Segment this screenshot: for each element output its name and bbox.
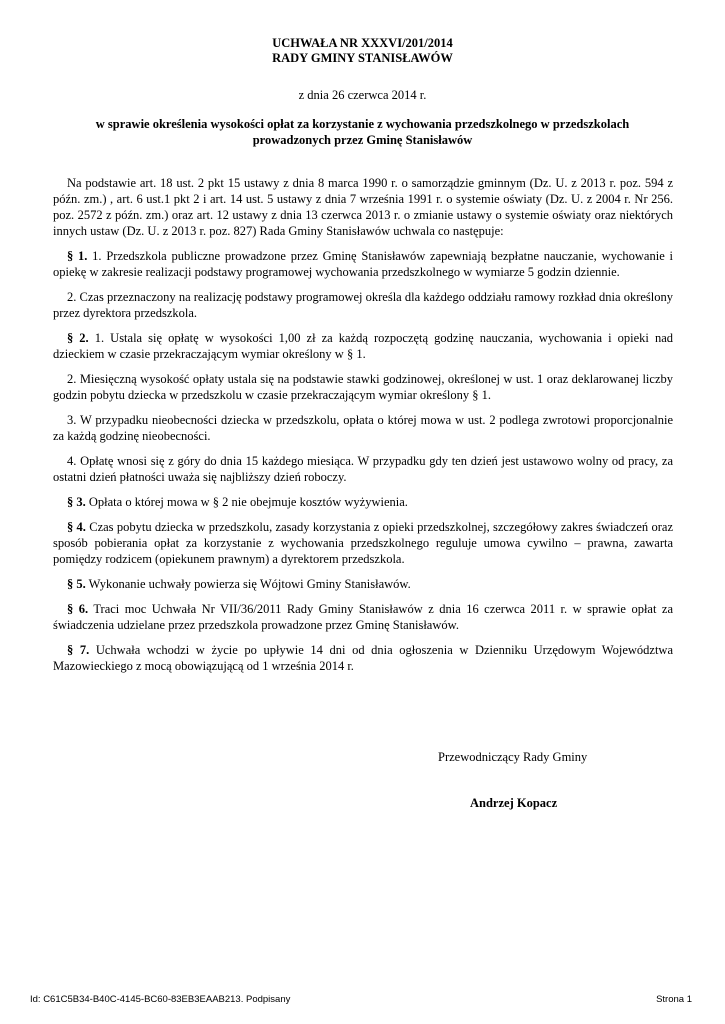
section-label: § 1. bbox=[67, 249, 88, 263]
signatory-name: Andrzej Kopacz bbox=[470, 796, 558, 810]
page-number: Strona 1 bbox=[656, 994, 692, 1005]
paragraph-text: Wykonanie uchwały powierza się Wójtowi Gminy Stanisławów. bbox=[85, 577, 411, 591]
resolution-date: z dnia 26 czerwca 2014 r. bbox=[298, 88, 427, 102]
paragraph-2-2 bbox=[53, 371, 673, 403]
paragraph-4 bbox=[53, 519, 673, 567]
section-label: § 7. bbox=[67, 643, 90, 657]
paragraph-6 bbox=[53, 601, 673, 633]
paragraph-1-2 bbox=[53, 289, 673, 321]
signatory-title: Przewodniczący Rady Gminy bbox=[438, 750, 588, 764]
section-label: § 6. bbox=[67, 602, 89, 616]
section-label: § 4. bbox=[67, 520, 86, 534]
paragraph-2-4 bbox=[53, 453, 673, 485]
document-title bbox=[0, 36, 725, 66]
resolution-body bbox=[53, 175, 673, 683]
paragraph-text: Traci moc Uchwała Nr VII/36/2011 Rady Gminy Stanisławów z dnia 16 czerwca 2011 r. w sprawie opłat za świadczenia udzielane przez przedszkola prowadzone przez Gminę Stanisławów. bbox=[53, 602, 674, 632]
resolution-number: UCHWAŁA NR XXXVI/201/2014 bbox=[272, 36, 453, 50]
document-id-footer: Id: C61C5B34-B40C-4145-BC60-83EB3EAAB213. Podpisany bbox=[30, 994, 291, 1005]
paragraph-text: 1. Przedszkola publiczne prowadzone przez Gminę Stanisławów zapewniają bezpłatne nauczanie, wychowanie i opiekę w zakresie realizacji podstawy programowej wychowania przedszkolnego w wymiarze 5 godzin dziennie. bbox=[53, 249, 673, 279]
paragraph-text: 1. Ustala się opłatę w wysokości 1,00 zł za każdą rozpoczętą godzinę nauczania, wychowania i opieki nad dzieckiem w czasie przekraczającym wymiar określony w § 1. bbox=[53, 331, 673, 361]
paragraph-text: 3. W przypadku nieobecności dziecka w przedszkolu, opłata o której mowa w ust. 2 podlega zwrotowi proporcjonalnie za każdą godzinę nieobecności. bbox=[53, 413, 673, 443]
paragraph-text: 2. Czas przeznaczony na realizację podstawy programowej określa dla każdego oddziału ramowy rozkład dnia określony przez dyrektora przedszkola. bbox=[53, 290, 673, 320]
paragraph-7 bbox=[53, 642, 673, 674]
paragraph-text: 2. Miesięczną wysokość opłaty ustala się na podstawie stawki godzinowej, określonej w ust. 1 oraz deklarowanej liczby godzin pobytu dziecka w przedszkolu w czasie przekraczającym wymiar określony § 1. bbox=[53, 372, 673, 402]
legal-basis-paragraph: Na podstawie art. 18 ust. 2 pkt 15 ustawy z dnia 8 marca 1990 r. o samorządzie gminnym (Dz. U. z 2013 r. poz. 594 z późn. zm.) , art. 6 ust.1 pkt 2 i art. 14 ust. 5 ustawy z dnia 7 września 1991 r. o systemie oświaty (Dz. U. z 2004 r. Nr 256. poz. 2572 z późn. zm.) oraz art. 12 ustawy z dnia 13 czerwca 2013 r. o zmianie ustawy o systemie oświaty oraz niektórych innych ustaw (Dz. U. z 2013 r. poz. 827) Rada Gminy Stanisławów uchwala co następuje: bbox=[53, 176, 673, 238]
section-label: § 5. bbox=[67, 577, 86, 591]
council-name: RADY GMINY STANISŁAWÓW bbox=[272, 51, 453, 65]
paragraph-2-1 bbox=[53, 330, 673, 362]
resolution-subject: w sprawie określenia wysokości opłat za korzystanie z wychowania przedszkolnego w przedszkolach prowadzonych przez Gminę Stanisławów bbox=[95, 117, 630, 147]
paragraph-5 bbox=[53, 576, 673, 592]
paragraph-text: Uchwała wchodzi w życie po upływie 14 dni od dnia ogłoszenia w Dzienniku Urzędowym Województwa Mazowieckiego z mocą obowiązującą od 1 września 2014 r. bbox=[53, 643, 674, 673]
paragraph-text: Czas pobytu dziecka w przedszkolu, zasady korzystania z opieki przedszkolnej, szczegółowy zakres świadczeń oraz sposób pobierania opłat za korzystanie z wychowania przedszkolnego reguluje umowa cywilno – prawna, zawarta pomiędzy rodzicem (opiekunem prawnym) a dyrektorem przedszkola. bbox=[53, 520, 673, 566]
paragraph-text: 4. Opłatę wnosi się z góry do dnia 15 każdego miesiąca. W przypadku gdy ten dzień jest ustawowo wolny od pracy, za ostatni dzień płatności uważa się najbliższy dzień roboczy. bbox=[53, 454, 673, 484]
paragraph-2-3 bbox=[53, 412, 673, 444]
section-label: § 3. bbox=[67, 495, 86, 509]
paragraph-1-1 bbox=[53, 248, 673, 280]
paragraph-3 bbox=[53, 494, 673, 510]
paragraph-text: Opłata o której mowa w § 2 nie obejmuje kosztów wyżywienia. bbox=[85, 495, 408, 509]
section-label: § 2. bbox=[67, 331, 89, 345]
